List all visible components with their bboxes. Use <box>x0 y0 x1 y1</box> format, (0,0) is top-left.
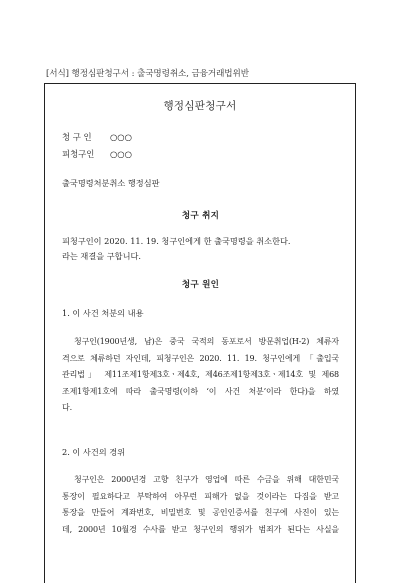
purpose-line: 피청구인이 2020. 11. 19. 청구인에게 한 출국명령을 취소한다. <box>62 236 291 246</box>
case-name: 출국명령처분취소 행정심판 <box>62 178 160 188</box>
section-paragraph <box>62 334 339 351</box>
paragraph-line: 다. <box>62 403 72 412</box>
paragraph-line: 격으로 체류하던 자인데, 피청구인은 2020. 11. 19. 청구인에게 「출입국 <box>62 353 339 363</box>
reason-heading: 청구 원인 <box>181 280 220 290</box>
claimant-row <box>62 131 132 143</box>
paragraph-line: 청구인(1900년생, 남)은 중국 국적의 동포로서 방문취업(H-2) 체류자 <box>74 337 339 346</box>
paragraph-line: 청구인은 2000년경 고향 친구가 영업에 따른 수금을 위해 대한민국 <box>74 475 339 484</box>
claimant-label: 청 구 인 <box>62 132 92 142</box>
paragraph-line: 조제1항제1호에 따라 출국명령(이하 ‘이 사건 처분’이라 한다)을 하였 <box>62 386 339 396</box>
paragraph-line: 데, 2000년 10월경 수사를 받고 청구인의 행위가 범죄가 된다는 사실을 <box>62 524 339 534</box>
purpose-heading: 청구 취지 <box>181 211 220 221</box>
purpose-line: 라는 재결을 구합니다. <box>62 251 141 261</box>
section-title: 2. 이 사건의 경위 <box>62 447 126 457</box>
document-caption: [서식] 행정심판청구서 : 출국명령취소, 금융거래법위반 <box>46 69 249 79</box>
petition-form <box>44 83 356 583</box>
claimant-name: ○○○ <box>110 132 132 142</box>
respondent-row <box>62 148 132 160</box>
document-title: 행정심판청구서 <box>163 100 237 112</box>
section-paragraph <box>62 351 339 417</box>
section-paragraph <box>62 489 339 539</box>
paragraph-line: 관리법」 제11조제1항제3호ㆍ제4호, 제46조제1항제3호ㆍ제14호 및 제68 <box>62 370 339 379</box>
paragraph-line: 통장을 만들어 계좌번호, 비밀번호 및 공인인증서를 친구에 사진이 있는 <box>62 508 339 517</box>
respondent-label: 피청구인 <box>62 149 95 159</box>
section-paragraph <box>62 472 339 489</box>
respondent-name: ○○○ <box>110 149 132 159</box>
section-title: 1. 이 사건 처분의 내용 <box>62 308 144 318</box>
paragraph-line: 통장이 필요하다고 부탁하여 아무런 피해가 없을 것이라는 다짐을 받고 <box>62 491 339 501</box>
